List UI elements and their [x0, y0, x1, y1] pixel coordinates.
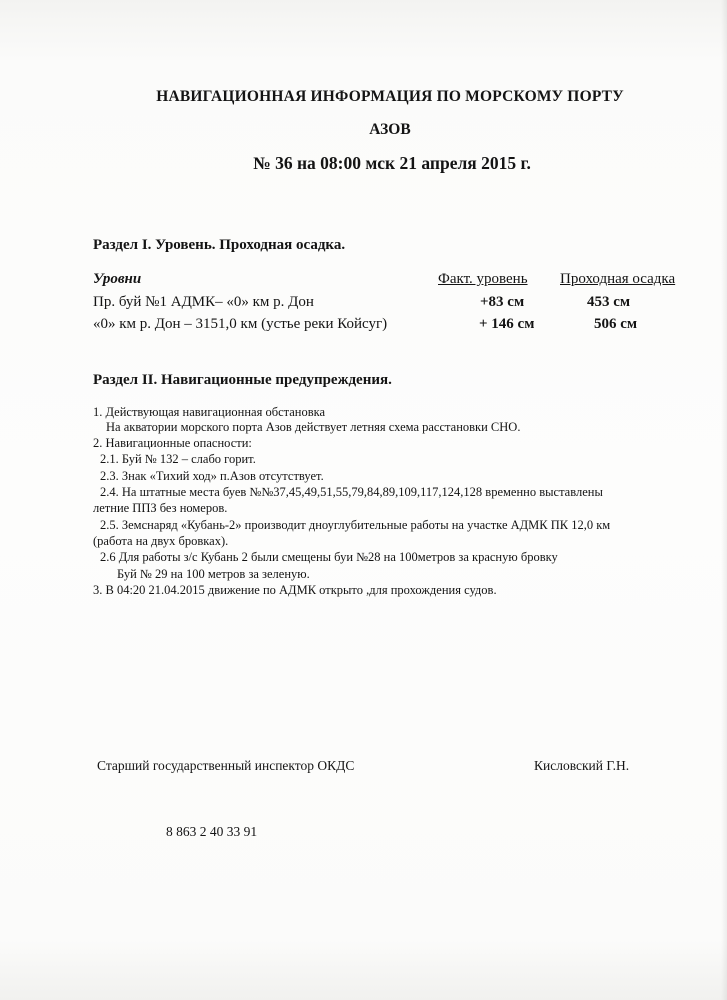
- warning-line: летние ППЗ без номеров.: [93, 501, 228, 515]
- column-header-draft: Проходная осадка: [560, 271, 676, 287]
- port-name: АЗОВ: [369, 121, 411, 138]
- section1-heading: Раздел I. Уровень. Проходная осадка.: [93, 237, 346, 253]
- section2-heading: Раздел II. Навигационные предупреждения.: [93, 372, 392, 388]
- warning-line: На акватории морского порта Азов действует летняя схема расстановки СНО.: [106, 420, 521, 434]
- level-row-name: «0» км р. Дон – 3151,0 км (устье реки Койсуг): [93, 316, 388, 332]
- warning-line: 2.5. Земснаряд «Кубань-2» производит дноуглубительные работы на участке АДМК ПК 12,0 км: [100, 518, 611, 532]
- level-row-actual: +83 см: [480, 294, 525, 310]
- contact-phone: 8 863 2 40 33 91: [166, 824, 258, 839]
- column-header-actual-level: Факт. уровень: [438, 271, 528, 287]
- level-row-draft: 453 см: [587, 294, 631, 310]
- warning-line: 2.3. Знак «Тихий ход» п.Азов отсутствует.: [100, 469, 324, 483]
- signatory-name: Кисловский Г.Н.: [534, 758, 630, 773]
- warning-line: 2.6 Для работы з/с Кубань 2 были смещены буи №28 на 100метров за красную бровку: [100, 550, 558, 564]
- issue-number-date: № 36 на 08:00 мск 21 апреля 2015 г.: [253, 153, 531, 173]
- column-header-levels: Уровни: [93, 271, 142, 287]
- warning-line: 2.4. На штатные места буев №№37,45,49,51,55,79,84,89,109,117,124,128 временно выставлены: [100, 485, 603, 499]
- scan-edge-shadow: [721, 0, 727, 1000]
- level-row-name: Пр. буй №1 АДМК– «0» км р. Дон: [93, 294, 314, 310]
- warning-line: 3. В 04:20 21.04.2015 движение по АДМК открыто ,для прохождения судов.: [93, 583, 497, 597]
- document-title: НАВИГАЦИОННАЯ ИНФОРМАЦИЯ ПО МОРСКОМУ ПОРТУ: [156, 88, 624, 105]
- warning-line: 2.1. Буй № 132 – слабо горит.: [100, 452, 256, 466]
- warning-line: 2. Навигационные опасности:: [93, 436, 252, 450]
- signatory-title: Старший государственный инспектор ОКДС: [97, 758, 355, 773]
- warning-line: 1. Действующая навигационная обстановка: [93, 405, 326, 419]
- warning-line: Буй № 29 на 100 метров за зеленую.: [117, 567, 310, 581]
- level-row-actual: + 146 см: [479, 316, 535, 332]
- warning-line: (работа на двух бровках).: [93, 534, 229, 548]
- level-row-draft: 506 см: [594, 316, 638, 332]
